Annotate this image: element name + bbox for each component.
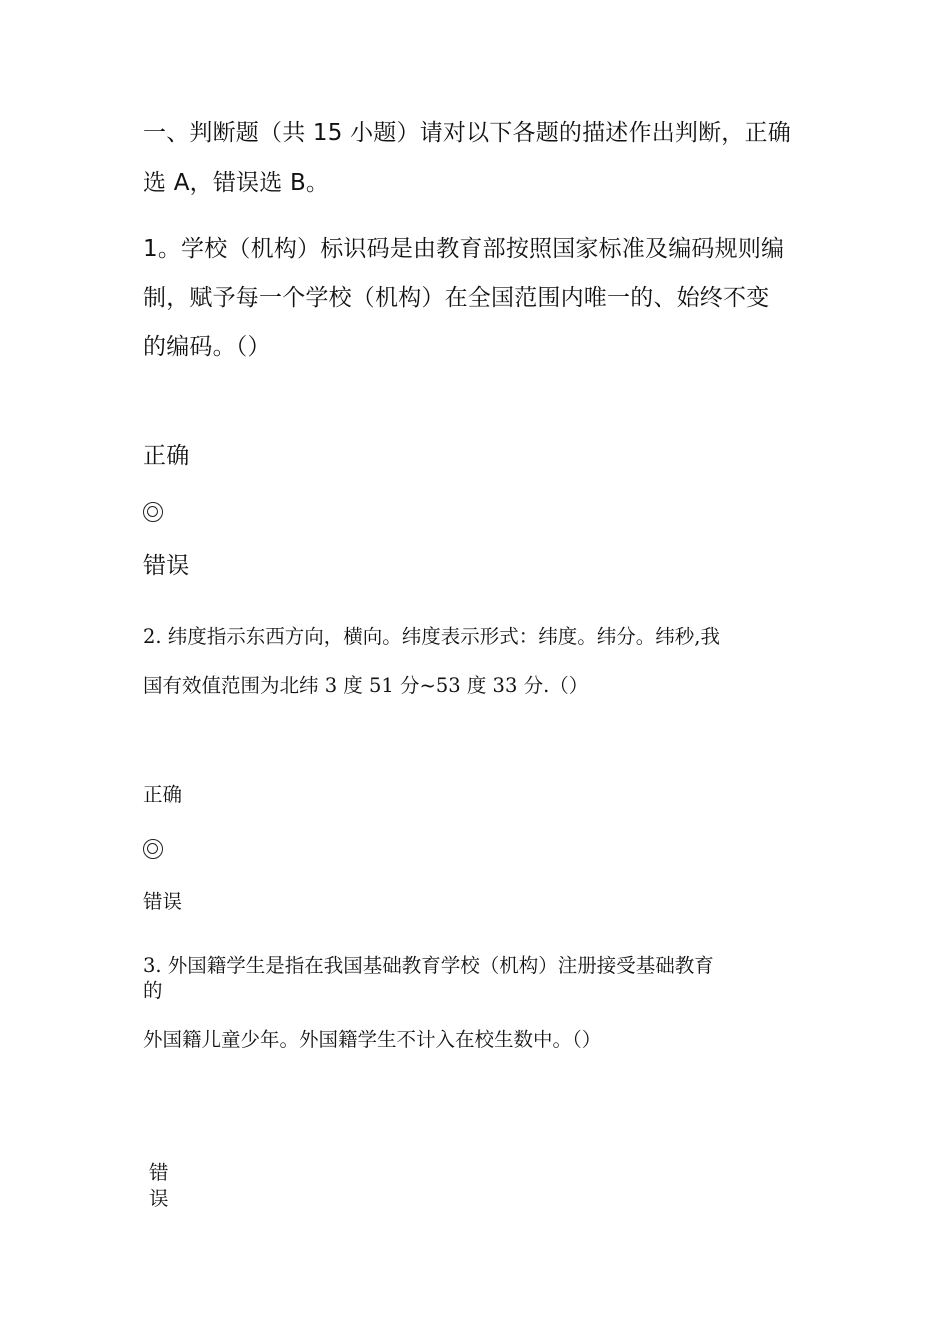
question-3-option-false[interactable]: 错误 [149, 1161, 169, 1210]
question-2-radio-icon[interactable] [143, 839, 163, 859]
question-1-radio-icon[interactable] [143, 502, 163, 522]
question-1-line-3: 的编码。（） [143, 334, 271, 360]
question-3-line-2: 的 [143, 979, 163, 1002]
question-2-option-false[interactable]: 错误 [143, 890, 183, 913]
question-3-line-3: 外国籍儿童少年。外国籍学生不计入在校生数中。（） [143, 1028, 602, 1051]
question-2-line-2: 国有效值范围为北纬 3 度 51 分~53 度 33 分.（） [143, 674, 589, 697]
question-1-option-false[interactable]: 错误 [143, 553, 190, 579]
question-1-line-1: 1。学校（机构）标识码是由教育部按照国家标准及编码规则编 [143, 236, 785, 262]
question-3-line-1: 3. 外国籍学生是指在我国基础教育学校（机构）注册接受基础教育 [143, 954, 714, 977]
section-heading-line-2: 选 A，错误选 B。 [143, 170, 330, 196]
question-1-option-true[interactable]: 正确 [143, 443, 190, 469]
question-2-line-1: 2. 纬度指示东西方向，横向。纬度表示形式：纬度。纬分。纬秒,我 [143, 625, 721, 648]
question-1-line-2: 制，赋予每一个学校（机构）在全国范围内唯一的、始终不变 [143, 285, 770, 311]
section-heading-line-1: 一、判断题（共 15 小题）请对以下各题的描述作出判断，正确 [143, 120, 791, 146]
question-2-option-true[interactable]: 正确 [143, 783, 183, 806]
